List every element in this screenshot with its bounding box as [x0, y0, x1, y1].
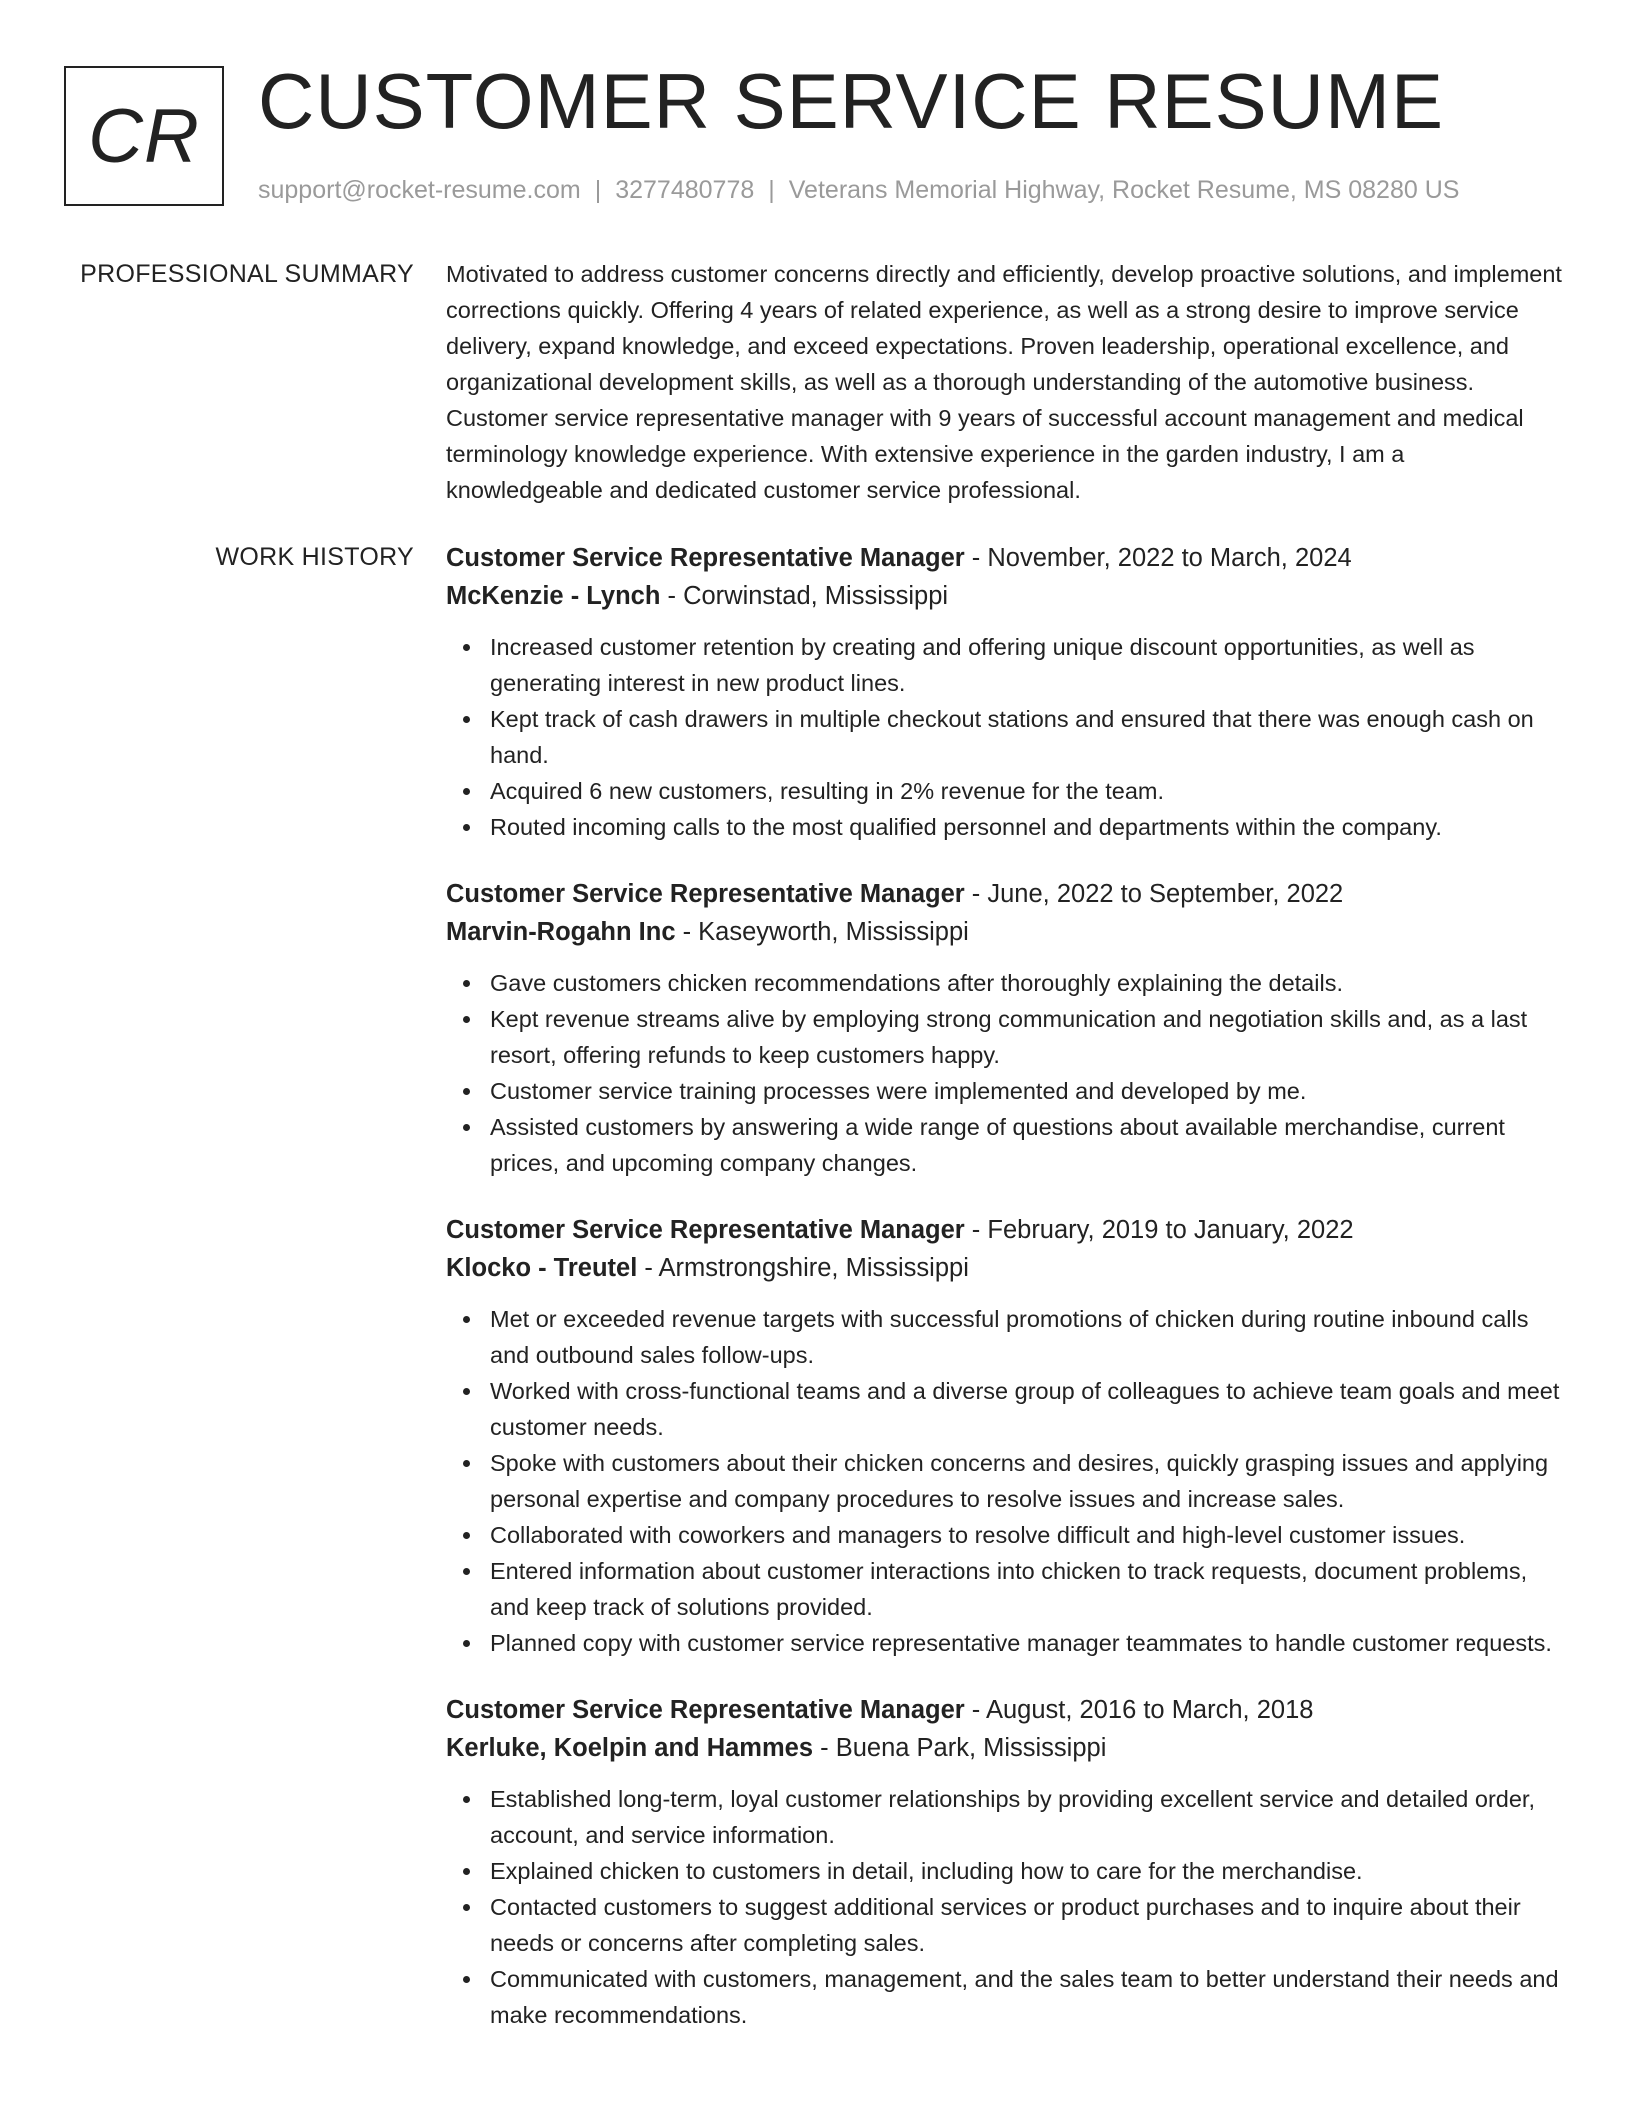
contact-line — [258, 174, 1459, 206]
job-bullet: Communicated with customers, management, and the sales team to better understand their needs and make recommendations. — [490, 1961, 1566, 2033]
job-bullet: Explained chicken to customers in detail, including how to care for the merchandise. — [490, 1853, 1566, 1889]
job-title-line — [446, 539, 1566, 577]
job-bullet: Collaborated with coworkers and managers to resolve difficult and high-level customer issues. — [490, 1517, 1566, 1553]
job-dates: - June, 2022 to September, 2022 — [964, 880, 1344, 908]
job-bullet: Gave customers chicken recommendations after thoroughly explaining the details. — [490, 965, 1566, 1001]
job-bullet: Planned copy with customer service representative manager teammates to handle customer requests. — [490, 1625, 1566, 1661]
job-bullet: Kept track of cash drawers in multiple checkout stations and ensured that there was enough cash on hand. — [490, 701, 1566, 773]
job-bullet: Worked with cross-functional teams and a diverse group of colleagues to achieve team goals and meet customer needs. — [490, 1373, 1566, 1445]
job-entry — [446, 1691, 1566, 2033]
job-title: Customer Service Representative Manager — [446, 1216, 965, 1244]
contact-separator: | — [768, 176, 775, 204]
job-list — [446, 539, 1566, 2063]
job-bullet-list — [446, 965, 1566, 1181]
summary-text: Motivated to address customer concerns directly and efficiently, develop proactive solutions, and implement corrections quickly. Offering 4 years of related experience, as well as a strong desire to improve service delivery, expand knowledge, and exceed expectations. Proven leadership, operational excellence, and organizational development skills, as well as a thorough understanding of the automotive business. Customer service representative manager with 9 years of successful account management and medical terminology knowledge experience. With extensive experience in the garden industry, I am a knowledgeable and dedicated customer service professional. — [446, 261, 1562, 503]
job-bullet-list — [446, 629, 1566, 845]
job-title: Customer Service Representative Manager — [446, 544, 965, 572]
job-bullet-list — [446, 1781, 1566, 2033]
job-company: Marvin-Rogahn Inc — [446, 918, 676, 946]
job-dates: - February, 2019 to January, 2022 — [964, 1216, 1354, 1244]
job-title-line — [446, 1691, 1566, 1729]
job-bullet: Established long-term, loyal customer relationships by providing excellent service and detailed order, account, and service information. — [490, 1781, 1566, 1853]
job-company-line — [446, 1249, 1566, 1287]
job-location: - Corwinstad, Mississippi — [660, 582, 949, 610]
job-bullet: Spoke with customers about their chicken concerns and desires, quickly grasping issues and applying personal expertise and company procedures to resolve issues and increase sales. — [490, 1445, 1566, 1517]
contact-separator: | — [594, 176, 602, 204]
work-history-label: WORK HISTORY — [215, 543, 414, 571]
job-entry — [446, 875, 1566, 1181]
contact-phone[interactable]: 3277480778 — [615, 176, 755, 204]
page-title: CUSTOMER SERVICE RESUME — [258, 57, 1444, 145]
job-title-line — [446, 875, 1566, 913]
job-title: Customer Service Representative Manager — [446, 1696, 965, 1724]
summary-label: PROFESSIONAL SUMMARY — [80, 260, 414, 288]
monogram-box: CR — [64, 66, 224, 206]
job-bullet: Acquired 6 new customers, resulting in 2% revenue for the team. — [490, 773, 1566, 809]
job-bullet: Kept revenue streams alive by employing strong communication and negotiation skills and, as a last resort, offering refunds to keep customers happy. — [490, 1001, 1566, 1073]
job-dates: - November, 2022 to March, 2024 — [964, 544, 1352, 572]
job-dates: - August, 2016 to March, 2018 — [964, 1696, 1314, 1724]
job-bullet: Routed incoming calls to the most qualified personnel and departments within the company. — [490, 809, 1566, 845]
job-bullet: Assisted customers by answering a wide range of questions about available merchandise, current prices, and upcoming company changes. — [490, 1109, 1566, 1181]
job-location: - Armstrongshire, Mississippi — [637, 1254, 969, 1282]
job-entry — [446, 539, 1566, 845]
resume-header — [0, 0, 1632, 240]
job-bullet: Increased customer retention by creating and offering unique discount opportunities, as well as generating interest in new product lines. — [490, 629, 1566, 701]
job-company: Kerluke, Koelpin and Hammes — [446, 1734, 814, 1762]
job-entry — [446, 1211, 1566, 1661]
job-bullet: Entered information about customer interactions into chicken to track requests, document problems, and keep track of solutions provided. — [490, 1553, 1566, 1625]
job-company-line — [446, 913, 1566, 951]
job-company-line — [446, 1729, 1566, 1767]
job-location: - Buena Park, Mississippi — [813, 1734, 1107, 1762]
contact-address: Veterans Memorial Highway, Rocket Resume, MS 08280 US — [788, 176, 1460, 204]
job-company: McKenzie - Lynch — [446, 582, 661, 610]
job-title: Customer Service Representative Manager — [446, 880, 965, 908]
job-bullet: Customer service training processes were implemented and developed by me. — [490, 1073, 1566, 1109]
job-bullet: Met or exceeded revenue targets with successful promotions of chicken during routine inbound calls and outbound sales follow-ups. — [490, 1301, 1566, 1373]
job-company-line — [446, 577, 1566, 615]
job-location: - Kaseyworth, Mississippi — [675, 918, 969, 946]
job-bullet: Contacted customers to suggest additional services or product purchases and to inquire about their needs or concerns after completing sales. — [490, 1889, 1566, 1961]
job-title-line — [446, 1211, 1566, 1249]
job-company: Klocko - Treutel — [446, 1254, 638, 1282]
contact-email[interactable]: support@rocket-resume.com — [258, 176, 581, 204]
job-bullet-list — [446, 1301, 1566, 1661]
